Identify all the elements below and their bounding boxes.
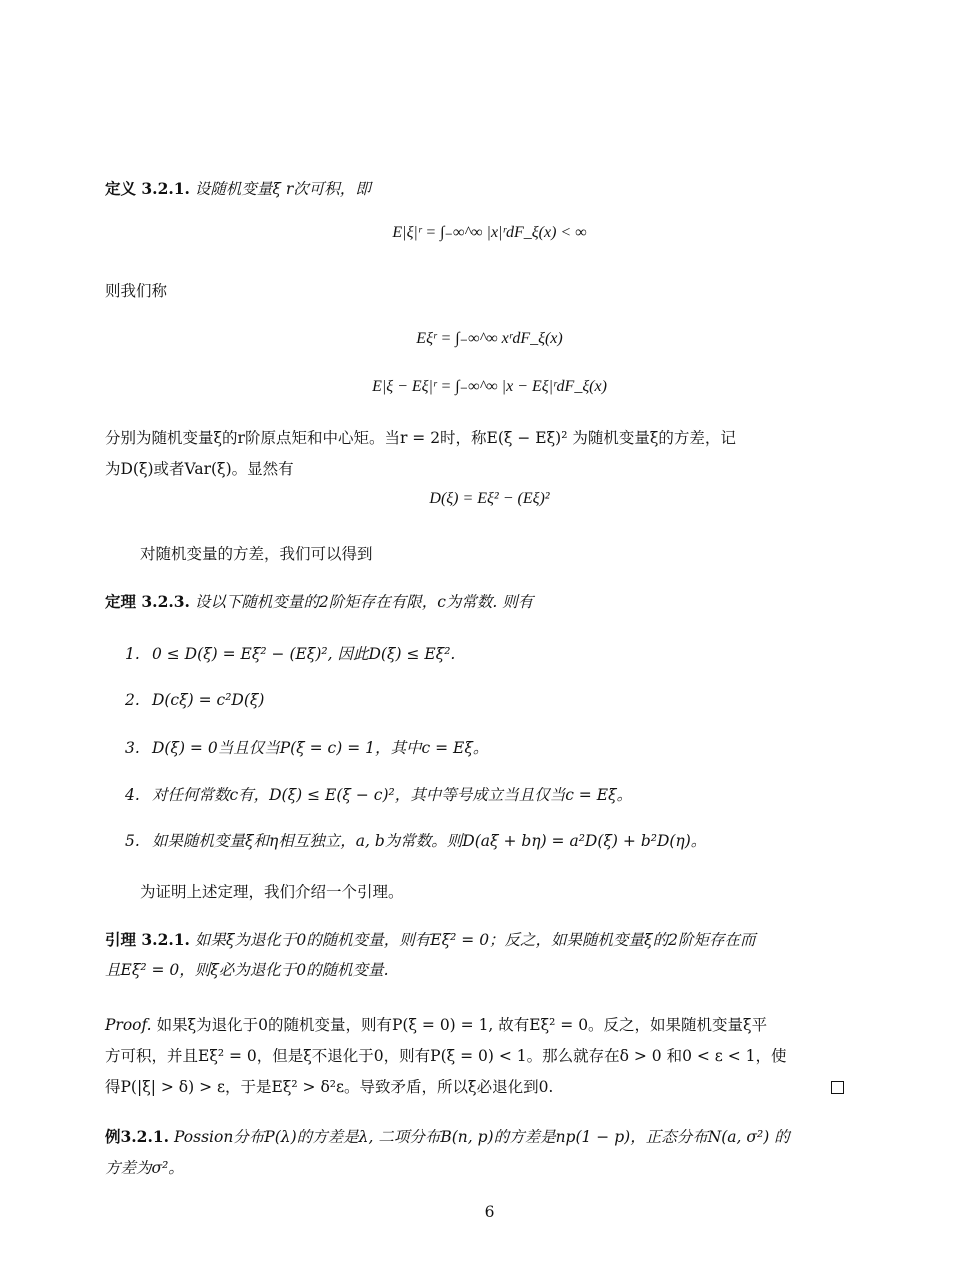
example-line-1 — [105, 1126, 855, 1148]
item-number: 3. — [125, 739, 140, 757]
definition-head: 定义 3.2.1. — [105, 179, 190, 198]
paragraph-1-line-2: 为D(ξ)或者Var(ξ)。显然有 — [105, 460, 294, 478]
item-number: 2. — [125, 691, 140, 709]
equation-4: D(ξ) = Eξ² − (Eξ)² — [429, 490, 550, 507]
lemma-text-1: 如果ξ为退化于0的随机变量，则有Eξ² = 0；反之，如果随机变量ξ的2阶矩存在而 — [194, 931, 756, 949]
item-number: 4. — [125, 786, 140, 804]
theorem-item — [125, 830, 875, 852]
theorem-item — [125, 784, 875, 806]
item-text: 0 ≤ D(ξ) = Eξ² − (Eξ)², 因此D(ξ) ≤ Eξ². — [151, 645, 456, 663]
theorem-item — [125, 737, 875, 759]
theorem-head: 定理 3.2.3. — [105, 592, 190, 611]
page-number: 6 — [484, 1203, 495, 1221]
lemma-head: 引理 3.2.1. — [105, 930, 190, 949]
equation-2: Eξʳ = ∫₋∞^∞ xʳdF_ξ(x) — [416, 330, 563, 347]
proof-text-1: 如果ξ为退化于0的随机变量，则有P(ξ = 0) = 1, 故有Eξ² = 0。反之，如果随机变量ξ平 — [156, 1016, 768, 1034]
theorem-line — [105, 591, 855, 613]
equation-3: E|ξ − Eξ|ʳ = ∫₋∞^∞ |x − Eξ|ʳdF_ξ(x) — [372, 378, 607, 395]
proof-line-2: 方可积，并且Eξ² = 0，但是ξ不退化于0，则有P(ξ = 0) < 1。那么就存在δ > 0 和0 < ε < 1，使 — [105, 1047, 787, 1065]
proof-head: Proof. — [105, 1016, 152, 1034]
then-we-call: 则我们称 — [105, 282, 168, 300]
paragraph-1-line-1: 分别为随机变量ξ的r阶原点矩和中心矩。当r = 2时，称E(ξ − Eξ)² 为随机变量ξ的方差，记 — [105, 429, 736, 447]
item-text: 对任何常数c有，D(ξ) ≤ E(ξ − c)²，其中等号成立当且仅当c = Eξ。 — [151, 786, 633, 804]
item-text: D(cξ) = c²D(ξ) — [151, 691, 265, 709]
lemma-line-2: 且Eξ² = 0，则ξ必为退化于0的随机变量. — [105, 961, 389, 979]
theorem-item — [125, 689, 875, 711]
paragraph-3: 为证明上述定理，我们介绍一个引理。 — [140, 883, 404, 901]
paragraph-2: 对随机变量的方差，我们可以得到 — [140, 545, 373, 563]
example-head: 例3.2.1. — [105, 1127, 170, 1146]
qed-square-icon — [831, 1081, 844, 1094]
proof-line-1 — [105, 1014, 855, 1036]
example-text-1: Possion分布P(λ)的方差是λ, 二项分布B(n, p)的方差是np(1 − p)，正态分布N(a, σ²) 的 — [173, 1128, 790, 1146]
definition-text: 设随机变量ξ r次可积，即 — [194, 180, 371, 198]
item-number: 1. — [125, 645, 140, 663]
equation-1: E|ξ|ʳ = ∫₋∞^∞ |x|ʳdF_ξ(x) < ∞ — [392, 224, 587, 241]
theorem-text: 设以下随机变量的2阶矩存在有限，c为常数. 则有 — [194, 593, 534, 611]
theorem-item — [125, 643, 875, 665]
item-text: D(ξ) = 0当且仅当P(ξ = c) = 1，其中c = Eξ。 — [151, 739, 489, 757]
lemma-line-1 — [105, 929, 855, 951]
example-line-2: 方差为σ²。 — [105, 1159, 184, 1177]
definition-line — [105, 178, 855, 200]
item-text: 如果随机变量ξ和η相互独立，a, b为常数。则D(aξ + bη) = a²D(ξ) + b²D(η)。 — [151, 832, 707, 850]
proof-line-3: 得P(|ξ| > δ) > ε，于是Eξ² > δ²ε。导致矛盾，所以ξ必退化到0. — [105, 1078, 554, 1096]
item-number: 5. — [125, 832, 140, 850]
